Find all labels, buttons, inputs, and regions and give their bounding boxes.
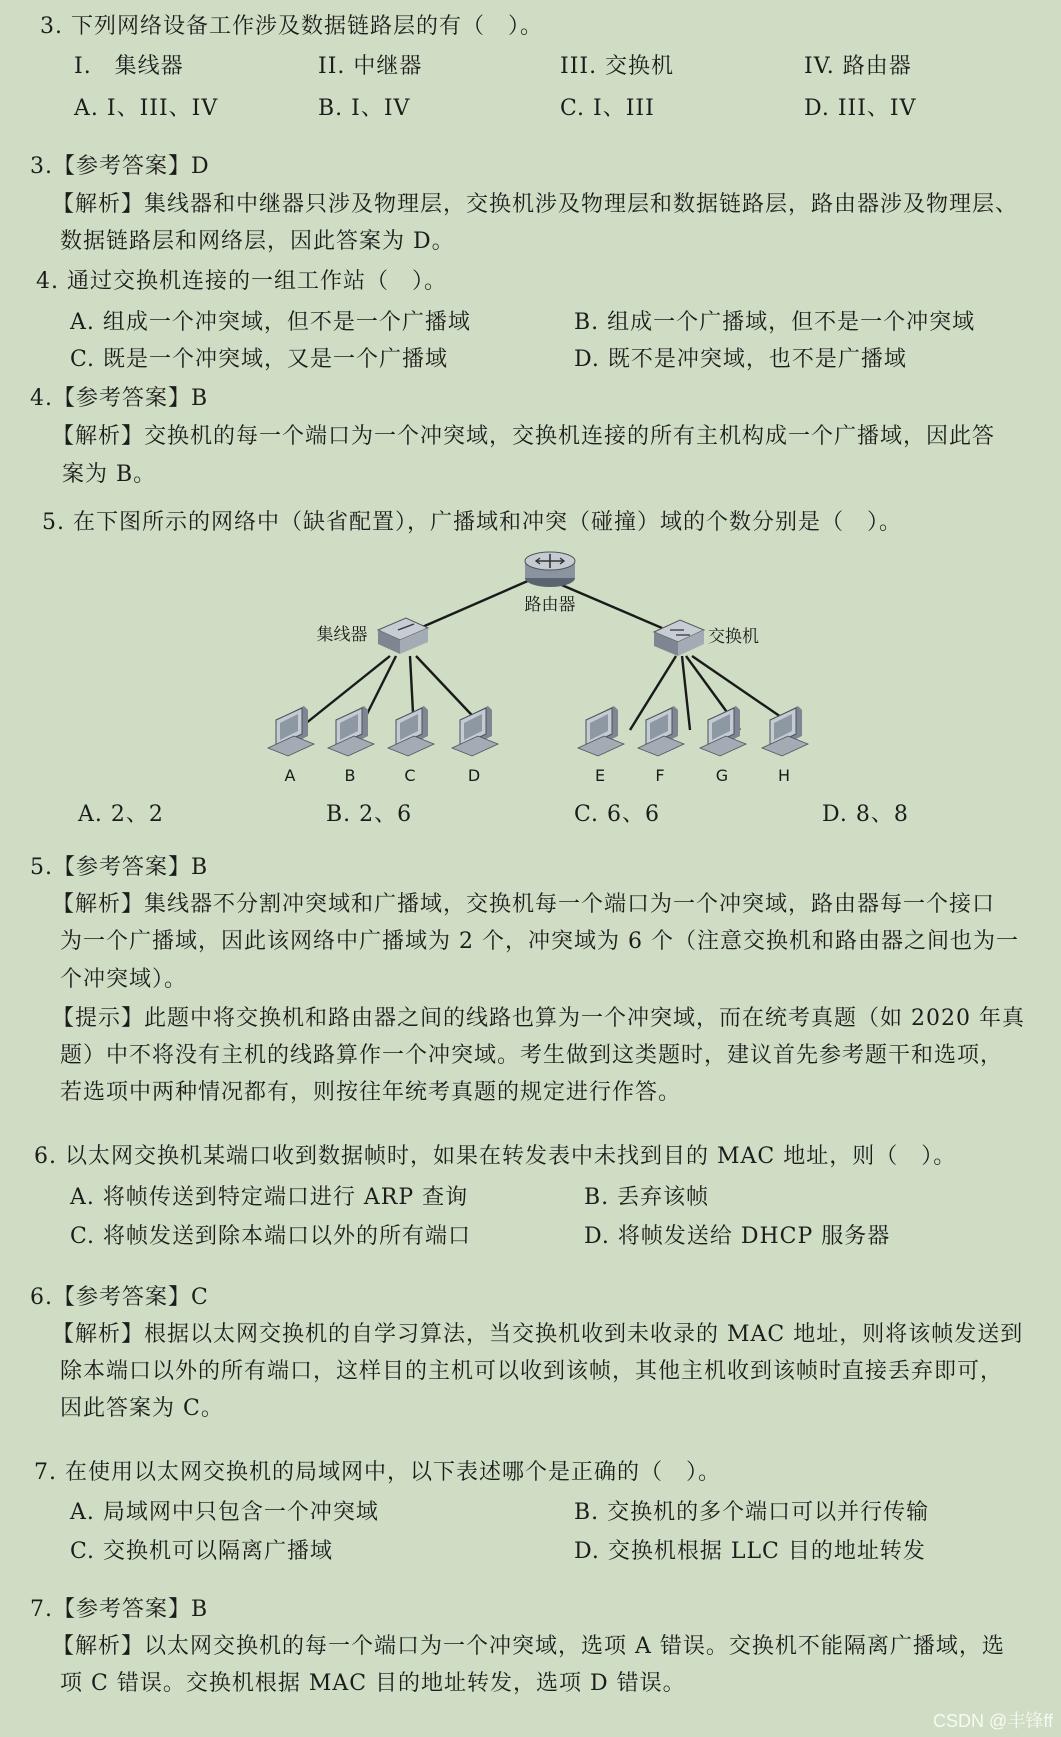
q7-answer: 7.【参考答案】B (30, 1597, 209, 1622)
host-computer-icon (700, 706, 746, 756)
host-label: D (467, 766, 481, 785)
q7-analysis-line-2: 项 C 错误。交换机根据 MAC 目的地址转发，选项 D 错误。 (60, 1671, 686, 1696)
q4-analysis-line-2: 案为 B。 (62, 462, 157, 487)
host-computer-icon (578, 706, 624, 756)
q5-option-b: B. 2、6 (326, 802, 413, 827)
host-computer-icon (328, 706, 374, 756)
q5-tip-line-1: 【提示】此题中将交换机和路由器之间的线路也算为一个冲突域，而在统考真题（如 2020 年真 (52, 1006, 1025, 1031)
q5-analysis-line-2: 为一个广播域，因此该网络中广播域为 2 个，冲突域为 6 个（注意交换机和路由器之间也为一 (60, 929, 1019, 954)
q6-analysis-line-1: 【解析】根据以太网交换机的自学习算法，当交换机收到未收录的 MAC 地址，则将该帧发送到 (52, 1322, 1024, 1347)
q3-item-2: II. 中继器 (318, 54, 423, 79)
router-label: 路由器 (524, 595, 576, 615)
host-label: G (715, 766, 729, 785)
q4-analysis-line-1: 【解析】交换机的每一个端口为一个冲突域，交换机连接的所有主机构成一个广播域，因此答 (52, 424, 996, 449)
q4-stem: 4. 通过交换机连接的一组工作站（ ）。 (36, 269, 447, 294)
q5-tip-line-3: 若选项中两种情况都有，则按往年统考真题的规定进行作答。 (60, 1080, 682, 1105)
host-label: B (344, 766, 356, 785)
host-label: C (404, 766, 416, 785)
q3-analysis-line-2: 数据链路层和网络层，因此答案为 D。 (60, 229, 455, 254)
q6-option-a: A. 将帧传送到特定端口进行 ARP 查询 (70, 1185, 469, 1210)
host-computer-icon (268, 706, 314, 756)
router-icon (525, 552, 575, 587)
host-label: A (284, 766, 296, 785)
q6-option-c: C. 将帧发送到除本端口以外的所有端口 (70, 1224, 472, 1249)
q3-item-4: IV. 路由器 (804, 54, 912, 79)
q4-answer: 4.【参考答案】B (30, 386, 209, 411)
q5-answer: 5.【参考答案】B (30, 855, 209, 880)
hub-label: 集线器 (316, 625, 368, 645)
watermark: CSDN @丰锋ff (933, 1711, 1053, 1731)
host-label: H (777, 766, 791, 785)
switch-label: 交换机 (708, 627, 759, 647)
q3-stem: 3. 下列网络设备工作涉及数据链路层的有（ ）。 (40, 14, 543, 39)
q3-option-c: C. I、III (560, 96, 655, 121)
q4-option-b: B. 组成一个广播域，但不是一个冲突域 (574, 310, 976, 335)
host-computer-icon (452, 706, 498, 756)
q3-option-a: A. I、III、IV (74, 96, 219, 121)
q4-option-c: C. 既是一个冲突域，又是一个广播域 (70, 347, 449, 372)
q6-stem: 6. 以太网交换机某端口收到数据帧时，如果在转发表中未找到目的 MAC 地址，则（ ）。 (34, 1144, 957, 1169)
host-computer-icon (388, 706, 434, 756)
q5-analysis-line-3: 个冲突域）。 (60, 967, 188, 992)
q6-option-b: B. 丢弃该帧 (584, 1185, 710, 1210)
q3-option-d: D. III、IV (804, 96, 917, 121)
q5-option-d: D. 8、8 (822, 802, 909, 827)
host-label: F (655, 766, 665, 785)
q7-option-d: D. 交换机根据 LLC 目的地址转发 (574, 1539, 926, 1564)
q5-analysis-line-1: 【解析】集线器不分割冲突域和广播域，交换机每一个端口为一个冲突域，路由器每一个接口 (52, 892, 996, 917)
q5-option-c: C. 6、6 (574, 802, 661, 827)
q7-option-c: C. 交换机可以隔离广播域 (70, 1539, 334, 1564)
q6-answer: 6.【参考答案】C (30, 1285, 209, 1310)
q6-analysis-line-3: 因此答案为 C。 (60, 1396, 224, 1421)
q5-stem: 5. 在下图所示的网络中（缺省配置），广播域和冲突（碰撞）域的个数分别是（ ）。 (42, 510, 902, 535)
host-computer-icon (762, 706, 808, 756)
q4-option-d: D. 既不是冲突域，也不是广播域 (574, 347, 907, 372)
q6-option-d: D. 将帧发送给 DHCP 服务器 (584, 1224, 891, 1249)
q7-option-a: A. 局域网中只包含一个冲突域 (70, 1500, 379, 1525)
q7-option-b: B. 交换机的多个端口可以并行传输 (574, 1500, 930, 1525)
q7-analysis-line-1: 【解析】以太网交换机的每一个端口为一个冲突域，选项 A 错误。交换机不能隔离广播域，选 (52, 1634, 1005, 1659)
q3-item-3: III. 交换机 (560, 54, 675, 79)
network-diagram (230, 548, 870, 796)
q3-option-b: B. I、IV (318, 96, 411, 121)
q5-option-a: A. 2、2 (78, 802, 164, 827)
q5-tip-line-2: 题）中不将没有主机的线路算作一个冲突域。考生做到这类题时，建议首先参考题干和选项， (60, 1043, 1004, 1068)
host-label: E (594, 766, 606, 785)
switch-icon (654, 620, 704, 656)
hub-icon (378, 618, 428, 654)
q7-stem: 7. 在使用以太网交换机的局域网中，以下表述哪个是正确的（ ）。 (34, 1460, 721, 1485)
q3-item-1: I. 集线器 (74, 54, 184, 79)
q6-analysis-line-2: 除本端口以外的所有端口，这样目的主机可以收到该帧，其他主机收到该帧时直接丢弃即可， (60, 1359, 1004, 1384)
q4-option-a: A. 组成一个冲突域，但不是一个广播域 (70, 310, 471, 335)
hosts-group (268, 706, 808, 785)
q3-answer: 3.【参考答案】D (30, 154, 210, 179)
host-computer-icon (638, 706, 684, 756)
q3-analysis-line-1: 【解析】集线器和中继器只涉及物理层，交换机涉及物理层和数据链路层，路由器涉及物理层、 (52, 192, 1019, 217)
